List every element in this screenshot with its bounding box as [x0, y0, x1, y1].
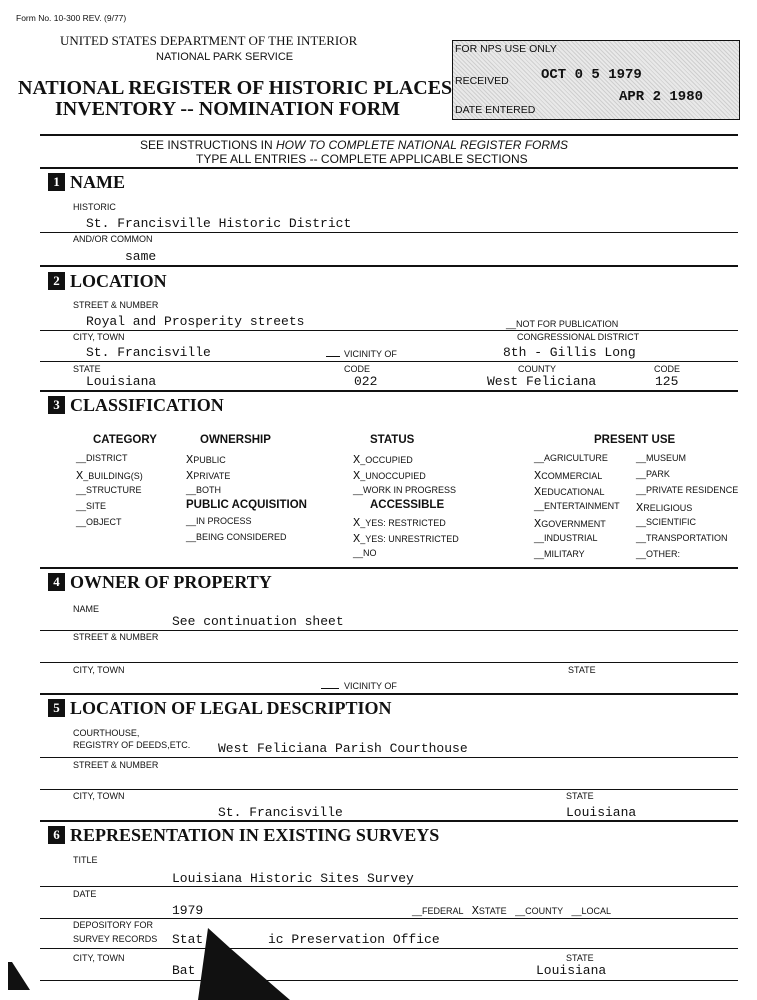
- owner-city-label: CITY, TOWN: [73, 665, 125, 675]
- classification-option: [636, 549, 680, 559]
- state-check-mark: X: [471, 904, 479, 918]
- courthouse-label: COURTHOUSE,: [73, 728, 140, 738]
- classification-option: [186, 485, 221, 495]
- option-label: __SCIENTIFIC: [636, 517, 697, 527]
- not-for-publication: __NOT FOR PUBLICATION: [506, 319, 619, 329]
- check-mark: X: [534, 469, 542, 483]
- classification-option: [186, 453, 226, 467]
- section-5-title: LOCATION OF LEGAL DESCRIPTION: [70, 698, 392, 718]
- option-label: __MILITARY: [534, 549, 585, 559]
- classification-option: [353, 532, 459, 546]
- survey-title-label: TITLE: [73, 855, 98, 865]
- depository-city-label: CITY, TOWN: [73, 953, 125, 963]
- owner-state-label: STATE: [568, 665, 596, 675]
- legal-city-label: CITY, TOWN: [73, 791, 125, 801]
- option-label: __DISTRICT: [76, 453, 128, 463]
- option-label: __OTHER:: [636, 549, 681, 559]
- section-4-title: OWNER OF PROPERTY: [70, 572, 272, 592]
- vicinity-label: VICINITY OF: [344, 349, 397, 359]
- classification-option: [76, 501, 106, 511]
- legal-state-value: Louisiana: [566, 805, 637, 820]
- classification-option: [186, 469, 230, 483]
- option-label: __OBJECT: [76, 517, 122, 527]
- depository-label: DEPOSITORY FOR: [73, 920, 154, 930]
- rule: [40, 630, 738, 631]
- courthouse-value: West Feliciana Parish Courthouse: [218, 741, 468, 756]
- option-label: _YES: UNRESTRICTED: [360, 534, 459, 544]
- depository-state-label: STATE: [566, 953, 594, 963]
- classification-option: [76, 469, 143, 483]
- option-label: GOVERNMENT: [541, 519, 606, 529]
- rule: [40, 918, 738, 919]
- owner-vicinity-label: VICINITY OF: [344, 681, 397, 691]
- section-4-number: 4: [48, 573, 65, 591]
- check-mark: X: [534, 517, 542, 531]
- ownership-heading: OWNERSHIP: [200, 434, 271, 446]
- rule: [40, 662, 738, 663]
- option-label: __MUSEUM: [636, 453, 687, 463]
- category-heading: CATEGORY: [93, 434, 157, 446]
- rule: [40, 330, 738, 331]
- legal-state-label: STATE: [566, 791, 594, 801]
- form-subtitle: INVENTORY -- NOMINATION FORM: [55, 98, 401, 120]
- option-label: __STRUCTURE: [76, 485, 142, 495]
- street-label: STREET & NUMBER: [73, 300, 159, 310]
- check-mark: X: [353, 516, 361, 530]
- option-label: __NO: [353, 548, 377, 558]
- form-title: NATIONAL REGISTER OF HISTORIC PLACES: [18, 77, 453, 99]
- state-option: STATE: [478, 906, 507, 916]
- option-label: COMMERCIAL: [541, 471, 603, 481]
- county-code-label: CODE: [654, 364, 681, 374]
- classification-option: [534, 533, 598, 543]
- present-use-heading: PRESENT USE: [594, 434, 676, 446]
- classification-option: [76, 485, 142, 495]
- county-label: COUNTY: [518, 364, 556, 374]
- option-label: __BOTH: [186, 485, 222, 495]
- option-label: __AGRICULTURE: [534, 453, 608, 463]
- form-number: Form No. 10-300 REV. (9/77): [16, 13, 127, 23]
- classification-option: [534, 469, 602, 483]
- divider: [40, 390, 738, 392]
- depository-state-value: Louisiana: [536, 963, 607, 978]
- survey-date-label: DATE: [73, 889, 97, 899]
- depository-value-end: ic Preservation Office: [268, 932, 440, 947]
- survey-title-value: Louisiana Historic Sites Survey: [172, 871, 414, 886]
- classification-option: [534, 517, 606, 531]
- section-6-number: 6: [48, 826, 65, 844]
- check-mark: X: [636, 501, 644, 515]
- classification-option: [76, 453, 128, 463]
- section-3-number: 3: [48, 396, 65, 414]
- classification-option: [353, 485, 456, 495]
- instructions-line1: SEE INSTRUCTIONS IN HOW TO COMPLETE NATIONAL REGISTER FORMS: [140, 138, 569, 152]
- owner-street-label: STREET & NUMBER: [73, 632, 159, 642]
- public-acquisition-heading: PUBLIC ACQUISITION: [186, 499, 307, 511]
- depository-city-value: Bat: [172, 963, 196, 978]
- congressional-value: 8th - Gillis Long: [503, 345, 636, 360]
- rule: [40, 789, 738, 790]
- classification-option: [534, 549, 585, 559]
- survey-records-label: SURVEY RECORDS: [73, 934, 158, 944]
- classification-option: [636, 469, 670, 479]
- classification-option: [636, 485, 738, 495]
- check-mark: X: [353, 532, 361, 546]
- city-label: CITY, TOWN: [73, 332, 125, 342]
- option-label: RELIGIOUS: [643, 503, 693, 513]
- vicinity-blank: [321, 688, 339, 689]
- divider: [40, 693, 738, 695]
- section-2-title: LOCATION: [70, 271, 167, 291]
- rule: [40, 980, 738, 981]
- county-option: __COUNTY: [515, 906, 563, 916]
- classification-option: [76, 517, 122, 527]
- option-label: __INDUSTRIAL: [534, 533, 598, 543]
- classification-option: [636, 517, 696, 527]
- depository-value-start: Stat: [172, 932, 204, 947]
- option-label: _BUILDING(S): [83, 471, 143, 481]
- classification-option: [353, 453, 413, 467]
- classification-option: [186, 516, 252, 526]
- classification-option: [534, 453, 608, 463]
- classification-option: [353, 469, 426, 483]
- option-label: _UNOCCUPIED: [360, 471, 426, 481]
- check-mark: X: [353, 469, 361, 483]
- section-1-title: NAME: [70, 172, 125, 192]
- classification-option: [534, 485, 605, 499]
- check-mark: X: [186, 469, 194, 483]
- nps-use-only-box: [452, 40, 740, 120]
- common-name-value: same: [125, 249, 157, 264]
- department-name: UNITED STATES DEPARTMENT OF THE INTERIOR: [60, 33, 358, 48]
- divider: [40, 167, 738, 169]
- option-label: __PRIVATE RESIDENCE: [636, 485, 739, 495]
- check-mark: X: [76, 469, 84, 483]
- state-label: STATE: [73, 364, 101, 374]
- option-label: _YES: RESTRICTED: [360, 518, 446, 528]
- scan-corner-mark: [6, 962, 32, 994]
- divider: [40, 134, 738, 136]
- rule: [40, 886, 738, 887]
- rule: [40, 757, 738, 758]
- instructions-line2: TYPE ALL ENTRIES -- COMPLETE APPLICABLE SECTIONS: [196, 152, 528, 166]
- classification-option: [636, 453, 686, 463]
- date-entered-label: DATE ENTERED: [455, 104, 536, 116]
- option-label: _OCCUPIED: [360, 455, 413, 465]
- owner-name-label: NAME: [73, 604, 100, 614]
- option-label: PRIVATE: [193, 471, 231, 481]
- check-mark: X: [353, 453, 361, 467]
- entered-stamp: APR 2 1980: [619, 89, 704, 105]
- section-1-number: 1: [48, 173, 65, 191]
- section-6-title: REPRESENTATION IN EXISTING SURVEYS: [70, 825, 440, 845]
- legal-city-value: St. Francisville: [218, 805, 343, 820]
- classification-option: [534, 501, 620, 511]
- option-label: EDUCATIONAL: [541, 487, 605, 497]
- rule: [40, 361, 738, 362]
- classification-option: [636, 533, 728, 543]
- received-label: RECEIVED: [455, 75, 509, 87]
- rule: [40, 232, 738, 233]
- divider: [40, 265, 738, 267]
- local-option: __LOCAL: [571, 906, 611, 916]
- option-label: __PARK: [636, 469, 670, 479]
- state-code-value: 022: [354, 374, 378, 389]
- accessible-heading: ACCESSIBLE: [370, 499, 445, 511]
- received-stamp: OCT 0 5 1979: [541, 67, 642, 83]
- federal-option: __FEDERAL: [412, 906, 464, 916]
- rule: [40, 948, 738, 949]
- legal-street-label: STREET & NUMBER: [73, 760, 159, 770]
- classification-option: [186, 532, 287, 542]
- option-label: __BEING CONSIDERED: [186, 532, 287, 542]
- divider: [40, 567, 738, 569]
- section-3-title: CLASSIFICATION: [70, 395, 224, 415]
- section-5-number: 5: [48, 699, 65, 717]
- registry-label: REGISTRY OF DEEDS,ETC.: [73, 740, 191, 750]
- survey-level-options: [412, 904, 611, 918]
- option-label: __IN PROCESS: [186, 516, 252, 526]
- classification-option: [636, 501, 692, 515]
- common-label: AND/OR COMMON: [73, 234, 153, 244]
- check-mark: X: [534, 485, 542, 499]
- state-value: Louisiana: [86, 374, 157, 389]
- check-mark: X: [186, 453, 194, 467]
- option-label: __ENTERTAINMENT: [534, 501, 620, 511]
- vicinity-blank: [326, 356, 340, 357]
- scan-artifact-shape: [190, 916, 300, 1000]
- historic-label: HISTORIC: [73, 202, 116, 212]
- nps-heading: FOR NPS USE ONLY: [455, 43, 557, 55]
- status-heading: STATUS: [370, 434, 415, 446]
- congressional-label: CONGRESSIONAL DISTRICT: [517, 332, 640, 342]
- service-name: NATIONAL PARK SERVICE: [156, 51, 294, 63]
- classification-option: [353, 516, 446, 530]
- classification-option: [353, 548, 377, 558]
- survey-date-value: 1979: [172, 903, 204, 918]
- divider: [40, 820, 738, 822]
- option-label: __SITE: [76, 501, 107, 511]
- county-code-value: 125: [655, 374, 679, 389]
- section-2-number: 2: [48, 272, 65, 290]
- owner-name-value: See continuation sheet: [172, 614, 344, 629]
- historic-name-value: St. Francisville Historic District: [86, 216, 352, 231]
- street-value: Royal and Prosperity streets: [86, 314, 305, 329]
- code-label: CODE: [344, 364, 371, 374]
- county-value: West Feliciana: [487, 374, 597, 389]
- option-label: __WORK IN PROGRESS: [353, 485, 457, 495]
- option-label: PUBLIC: [193, 455, 226, 465]
- city-value: St. Francisville: [86, 345, 211, 360]
- option-label: __TRANSPORTATION: [636, 533, 728, 543]
